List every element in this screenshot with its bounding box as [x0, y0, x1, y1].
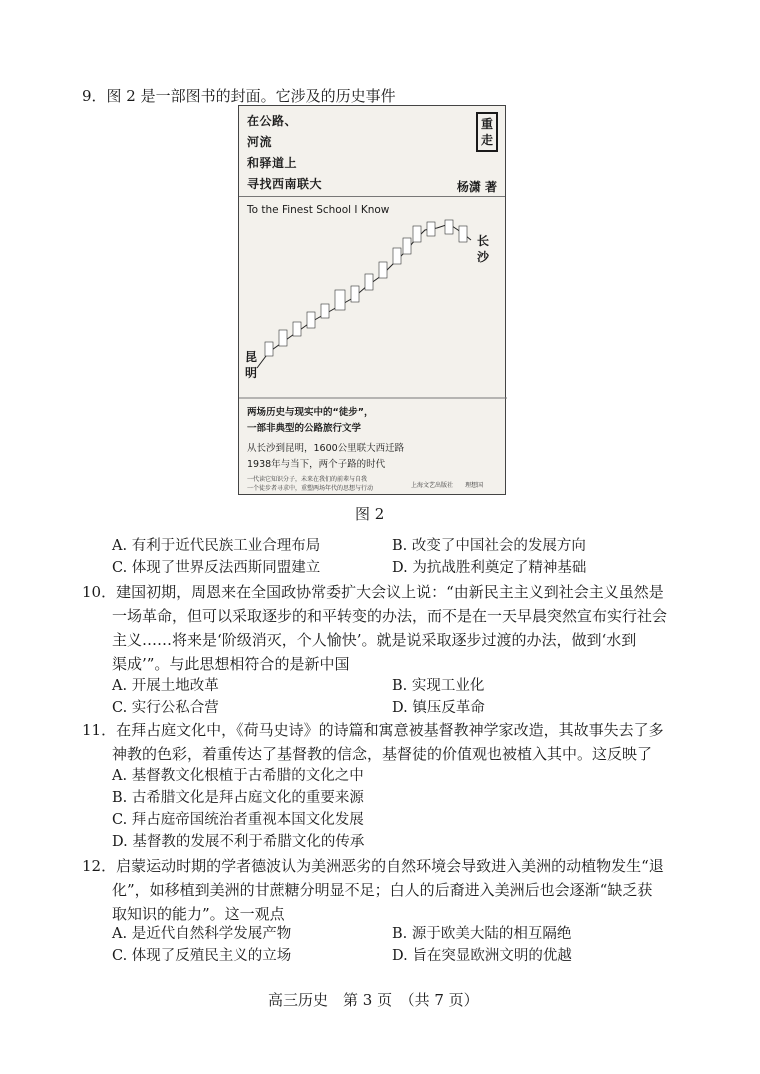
- q10-text-line: 10．建国初期，周恩来在全国政协常委扩大会议上说：“由新民主主义到社会主义虽然是: [82, 583, 664, 601]
- figure-caption: 图 2: [355, 505, 385, 523]
- cover-tagline: 两场历史与现实中的“徒步”，: [247, 407, 374, 418]
- cover-tagline: 1938年与当下，两个子路的时代: [247, 459, 386, 470]
- cover-title-line: 在公路、: [247, 114, 298, 128]
- q12-text-line: 12．启蒙运动时期的学者德波认为美洲恶劣的自然环境会导致进入美洲的动植物发生“退: [82, 857, 664, 875]
- q10-text-line: 主义……将来是‘阶级消灭，个人愉快’。就是说采取逐步过渡的办法，做到‘水到: [112, 631, 637, 649]
- q11-option-a: A. 基督教文化根植于古希腊的文化之中: [112, 768, 364, 784]
- q9-option-c: C. 体现了世界反法西斯同盟建立: [112, 560, 321, 576]
- q11-option-b: B. 古希腊文化是拜占庭文化的重要来源: [112, 790, 364, 806]
- q12-text-line: 取知识的能力”。这一观点: [112, 905, 285, 923]
- q9-option-d: D. 为抗战胜利奠定了精神基础: [392, 560, 587, 576]
- q12-option-c: C. 体现了反殖民主义的立场: [112, 948, 292, 964]
- cover-publisher: 上海文艺出版社: [411, 482, 454, 489]
- q9-option-a: A. 有利于近代民族工业合理布局: [112, 538, 321, 554]
- q10-option-b: B. 实现工业化: [392, 678, 485, 694]
- q12-option-b: B. 源于欧美大陆的相互隔绝: [392, 926, 572, 942]
- q9-option-b: B. 改变了中国社会的发展方向: [392, 538, 586, 554]
- q12-option-a: A. 是近代自然科学发展产物: [112, 926, 292, 942]
- route-illustration: [239, 106, 507, 496]
- cover-small-text: 一个徒步者寻求中，重塑两场年代的思想与行动: [247, 485, 374, 492]
- start-city-char: 昆: [245, 350, 258, 364]
- q11-option-d: D. 基督教的发展不利于希腊文化的传承: [112, 834, 365, 850]
- cover-badge-char: 走: [480, 133, 493, 147]
- q9-stem: 9．图 2 是一部图书的封面。它涉及的历史事件: [82, 87, 396, 105]
- book-cover-figure: [238, 105, 506, 495]
- end-city-char: 长: [477, 234, 490, 248]
- cover-small-text: 一代读它知识分子，未来在我们的前辈与自我: [247, 476, 368, 483]
- q10-text-line: 渠成’”。与此思想相符合的是新中国: [112, 655, 350, 673]
- cover-author: 杨潇 著: [456, 180, 497, 194]
- q10-option-d: D. 镇压反革命: [392, 700, 485, 716]
- q11-option-c: C. 拜占庭帝国统治者重视本国文化发展: [112, 812, 364, 828]
- cover-tagline: 从长沙到昆明，1600公里联大西迁路: [247, 443, 405, 454]
- start-city-char: 明: [245, 366, 258, 380]
- cover-title-line: 河流: [247, 135, 273, 149]
- end-city-char: 沙: [477, 250, 490, 264]
- cover-english-title: To the Finest School I Know: [247, 204, 390, 216]
- q12-option-d: D. 旨在突显欧洲文明的优越: [392, 948, 572, 964]
- q10-option-a: A. 开展土地改革: [112, 678, 219, 694]
- cover-title-line: 和驿道上: [247, 156, 298, 170]
- q10-text-line: 一场革命，但可以采取逐步的和平转变的办法，而不是在一天早晨突然宣布实行社会: [112, 607, 668, 625]
- q11-text-line: 11．在拜占庭文化中，《荷马史诗》的诗篇和寓意被基督教神学家改造，其故事失去了多: [82, 721, 664, 739]
- cover-tagline: 一部非典型的公路旅行文学: [247, 423, 362, 434]
- cover-publisher: 理想国: [465, 482, 484, 489]
- q12-text-line: 化”，如移植到美洲的甘蔗糖分明显不足；白人的后裔进入美洲后也会逐渐“缺乏获: [112, 881, 653, 899]
- page-footer: 高三历史 第 3 页 （共 7 页）: [268, 991, 479, 1009]
- cover-badge-char: 重: [480, 117, 493, 131]
- q10-option-c: C. 实行公私合营: [112, 700, 219, 716]
- cover-title-line: 寻找西南联大: [247, 177, 323, 191]
- q11-text-line: 神教的色彩，着重传达了基督教的信念，基督徒的价值观也被植入其中。这反映了: [112, 745, 653, 763]
